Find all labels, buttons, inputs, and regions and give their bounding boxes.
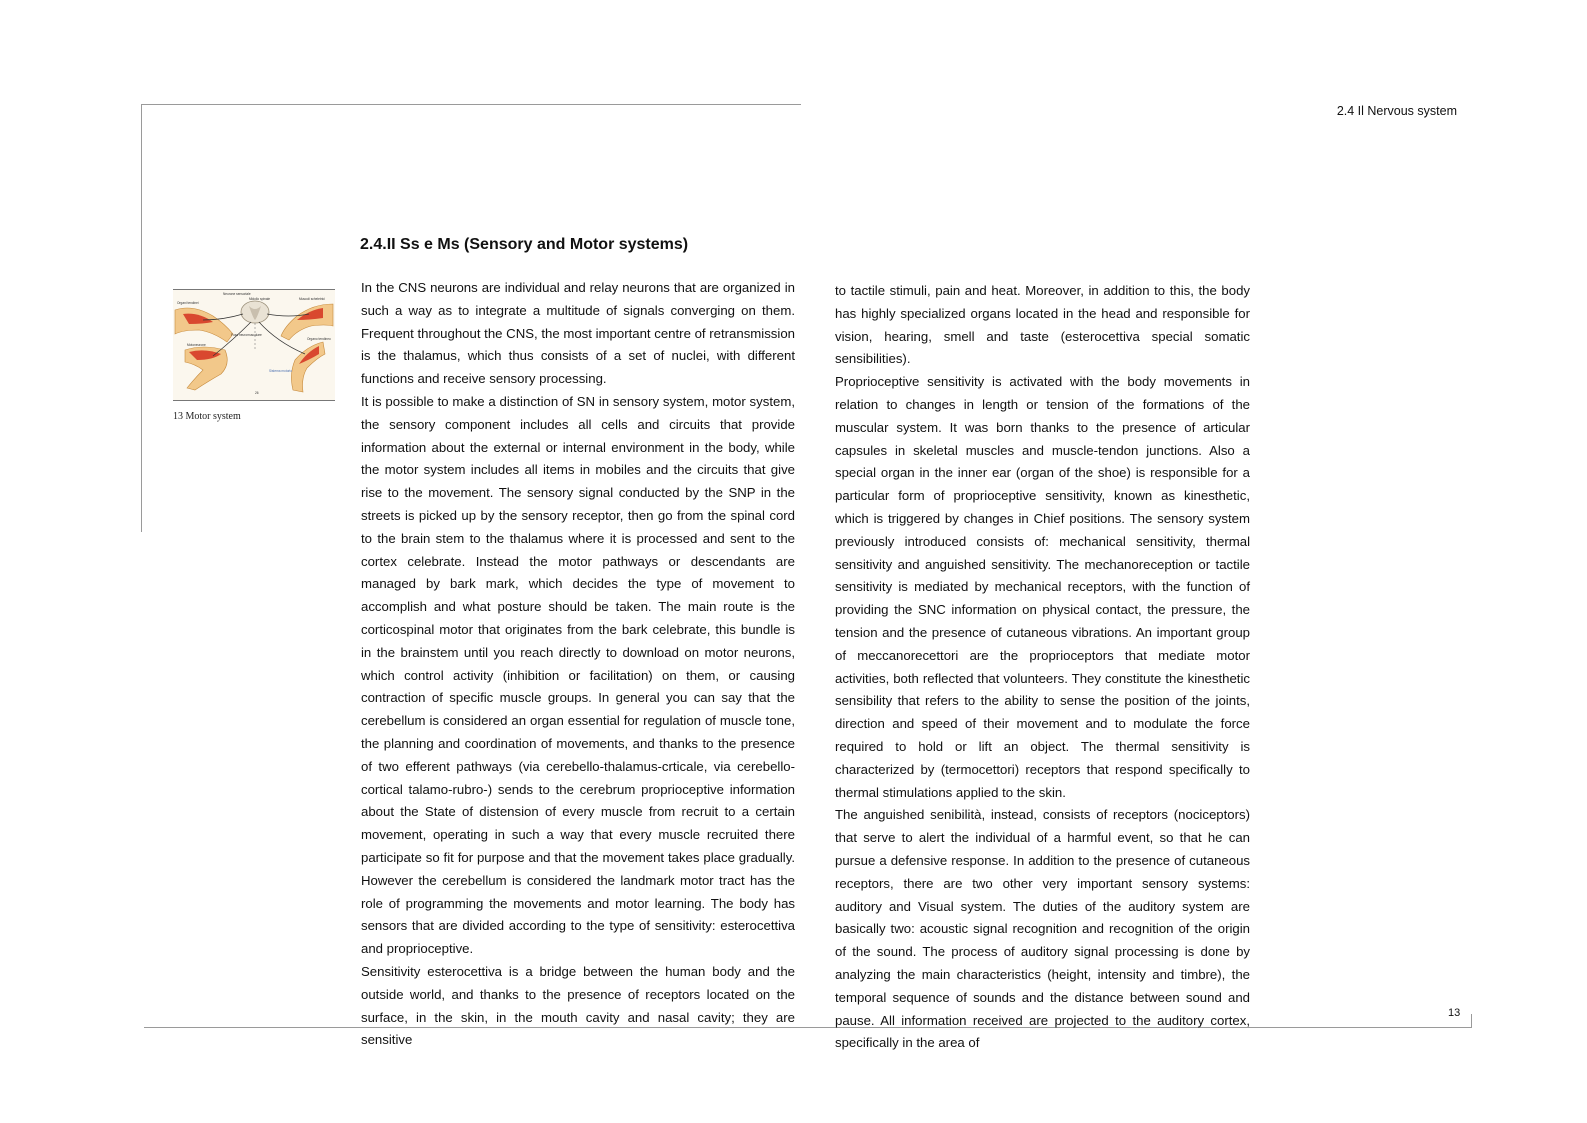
left-rule [141,104,142,532]
paragraph: Proprioceptive sensitivity is activated with the body movements in relation to changes in length or tension of the formations of the muscular system. It was born thanks to the presence of articular capsules in skeletal muscles and muscle-tendon junctions. Also a special organ in the inner ear (organ of the shoe) is responsible for a particular form of proprioceptive sensitivity, known as kinesthetic, which is triggered by changes in Chief positions. The sensory system previously introduced consists of: mechanical sensitivity, thermal sensitivity and anguished sensitivity. The mechanoreception or tactile sensitivity is mediated by mechanical receptors, with the function of providing the SNC information on physical contact, the pressure, the tension and the presence of cutaneous vibrations. An important group of meccanorecettori are the proprioceptors that mediate motor activities, both reflected that volunteers. They constitute the kinesthetic sensibility that refers to the ability to sense the position of the joints, direction and speed of their movement and to modulate the force required to hold or lift an object. The thermal sensitivity is characterized by (termocettori) receptors that respond specifically to thermal stimulations applied to the skin. [835,374,1250,800]
paragraph: It is possible to make a distinction of SN in sensory system, motor system, the sensory component includes all cells and circuits that provide information about the external or internal environment in the body, while the motor system includes all items in mobiles and the circuits that give rise to the movement. The sensory signal conducted by the SNP in the streets is picked up by the sensory receptor, then go from the spinal cord to the brain stem to the thalamus where it is processed and sent to the cortex celebrate. Instead the motor pathways or descendants are managed by bark mark, which decides the type of movement to accomplish and what posture should be taken. The main route is the corticospinal motor that originates from the bark celebrate, this bundle is in the brainstem until you reach directly to download on motor neurons, which control activity (inhibition or facilitation) on them, or causing contraction of specific muscle groups. In general you can say that the cerebellum is considered an organ essential for regulation of muscle tone, the planning and coordination of movements, and thanks to the presence of two efferent pathways (via cerebello-thalamus-crticale, via cerebello-cortical talamo-rubro-) sends to the cerebrum proprioceptive information about the State of distension of every muscle from recruit to a certain movement, operating in such a way that every muscle recruited there participate so fit for purpose and that the movement takes place gradually. However the cerebellum is considered the landmark motor tract has the role of programming the movements and motor learning. The body has sensors that are divided according to the type of sensitivity: esterocettiva and proprioceptive. [361,393,795,957]
body-column-right [835,280,1250,1055]
art-label: Organi tendinei [177,301,199,305]
art-label: Motoneurone [187,343,206,347]
paragraph: The anguished senibilità, instead, consists of receptors (nociceptors) that serve to alert the individual of a harmful event, so that he can pursue a defensive response. In addition to the presence of cutaneous receptors, there are two other very important sensory systems: auditory and Visual system. The duties of the auditory system are basically two: acoustic signal recognition and recognition of the origin of the sound. The process of auditory signal processing is done by analyzing the main characteristics (height, intensity and timbre), the temporal sequence of sounds and the distance between sound and pause. All information received are projected to the auditory cortex, specifically in the area of [835,807,1250,1051]
figure-motor-system [173,289,335,401]
corner-tick [1471,1014,1472,1028]
art-label: Midollo spinale [249,297,271,301]
figure-bottom-rule [173,400,335,401]
top-rule [141,104,801,105]
motor-system-illustration [173,290,335,400]
running-head: 2.4 Il Nervous system [1336,104,1457,118]
art-label: Neurone sensoriale [223,292,251,296]
bottom-rule [144,1027,1472,1028]
paragraph: In the CNS neurons are individual and relay neurons that are organized in such a way as to integrate a multitude of signals converging on them. Frequent throughout the CNS, the most important centre of retransmission is the thalamus, which thus consists of a set of nuclei, with different functions and receive sensory processing. [361,280,795,387]
art-label: Organo tendineo [307,337,331,341]
body-column-left [361,277,795,1052]
art-label: Muscoli scheletrici [299,297,325,301]
art-label: 26 [255,391,259,395]
art-label: Sistema motorio [269,369,293,373]
section-title: 2.4.II Ss e Ms (Sensory and Motor systems) [360,236,689,253]
art-label: Fuso neuromuscolare [231,333,262,337]
paragraph: to tactile stimuli, pain and heat. Moreover, in addition to this, the body has highly specialized organs located in the head and responsible for vision, hearing, smell and taste (esterocettiva special somatic sensibilities). [835,283,1250,367]
figure-caption: 13 Motor system [173,411,241,422]
page-number: 13 [1448,1007,1461,1019]
paragraph: Sensitivity esterocettiva is a bridge between the human body and the outside world, and thanks to the presence of receptors located on the surface, in the skin, in the mouth cavity and nasal cavity; they are sensitive [361,963,795,1048]
